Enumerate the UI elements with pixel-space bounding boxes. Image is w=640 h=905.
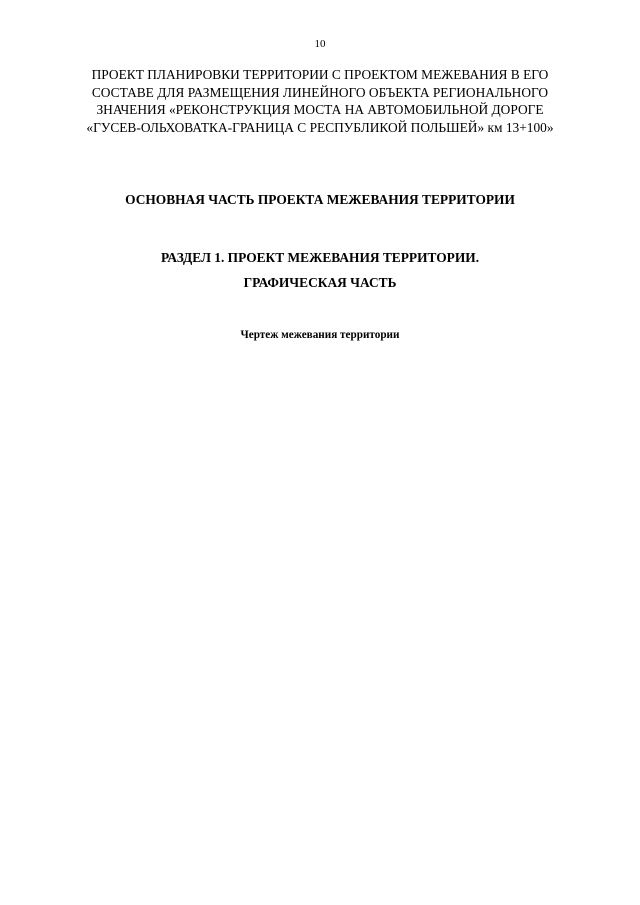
drawing-caption: Чертеж межевания территории: [240, 329, 400, 341]
header-line-3: ЗНАЧЕНИЯ «РЕКОНСТРУКЦИЯ МОСТА НА АВТОМОБИЛЬНОЙ ДОРОГЕ: [96, 102, 544, 117]
section-title: [20, 245, 620, 295]
section-title-line-2: ГРАФИЧЕСКАЯ ЧАСТЬ: [243, 275, 397, 290]
page-number: 10: [314, 38, 326, 50]
header-line-1: ПРОЕКТ ПЛАНИРОВКИ ТЕРРИТОРИИ С ПРОЕКТОМ МЕЖЕВАНИЯ В ЕГО: [91, 67, 549, 82]
document-header: [40, 66, 600, 136]
header-line-4: «ГУСЕВ-ОЛЬХОВАТКА-ГРАНИЦА С РЕСПУБЛИКОЙ ПОЛЬШЕЙ» км 13+100»: [86, 119, 554, 135]
header-line-2: СОСТАВЕ ДЛЯ РАЗМЕЩЕНИЯ ЛИНЕЙНОГО ОБЪЕКТА РЕГИОНАЛЬНОГО: [91, 84, 549, 100]
main-title: ОСНОВНАЯ ЧАСТЬ ПРОЕКТА МЕЖЕВАНИЯ ТЕРРИТОРИИ: [125, 192, 515, 207]
section-title-line-1: РАЗДЕЛ 1. ПРОЕКТ МЕЖЕВАНИЯ ТЕРРИТОРИИ.: [160, 250, 480, 265]
